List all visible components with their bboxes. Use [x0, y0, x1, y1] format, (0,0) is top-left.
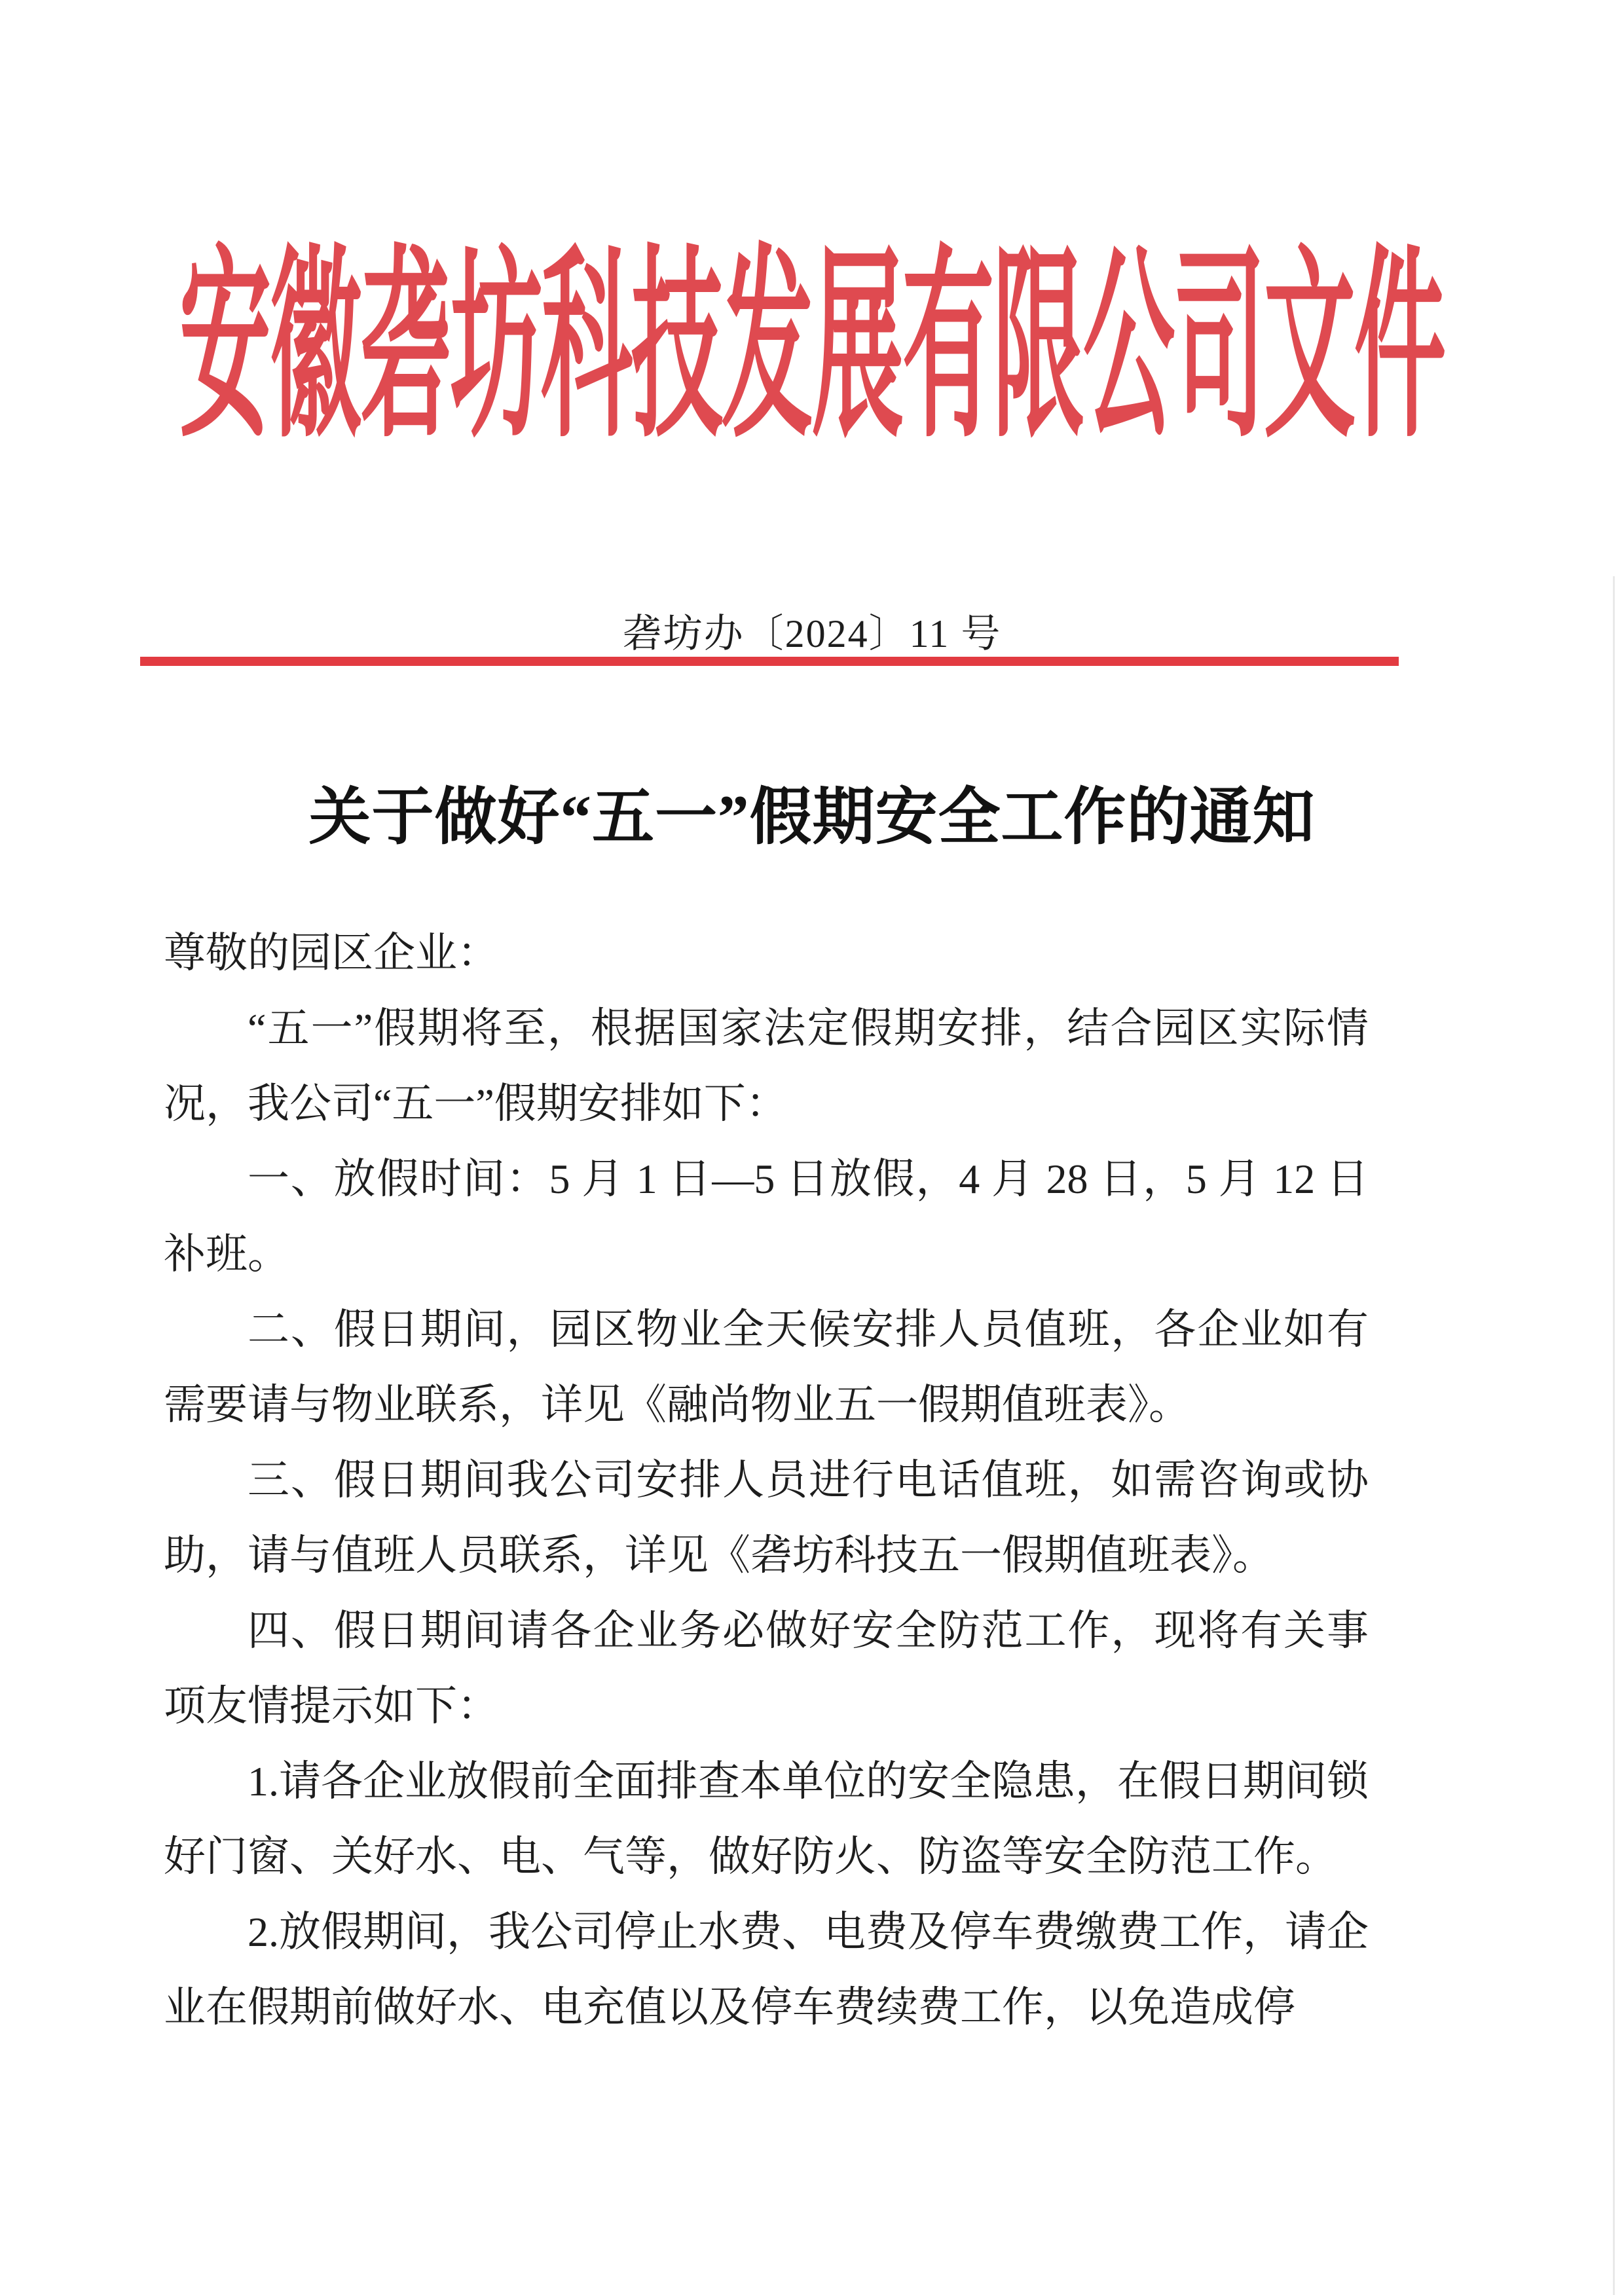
- body-paragraph: 三、假日期间我公司安排人员进行电话值班，如需咨询或协助，请与值班人员联系，详见《砻坊科技五一假期值班表》。: [164, 1457, 1369, 1579]
- scan-edge-artifact: [1613, 576, 1615, 2295]
- document-title: 关于做好“五一”假期安全工作的通知: [308, 782, 1316, 852]
- body-paragraph: “五一”假期将至，根据国家法定假期安排，结合园区实际情况，我公司“五一”假期安排如下：: [164, 1005, 1369, 1127]
- body-paragraph: 四、假日期间请各企业务必做好安全防范工作，现将有关事项友情提示如下：: [164, 1607, 1369, 1729]
- body-paragraph: 1.请各企业放假前全面排查本单位的安全隐患，在假日期间锁好门窗、关好水、电、气等，做好防火、防盗等安全防范工作。: [164, 1758, 1369, 1880]
- body-paragraph: 二、假日期间，园区物业全天候安排人员值班，各企业如有需要请与物业联系，详见《融尚物业五一假期值班表》。: [164, 1306, 1369, 1428]
- body-paragraph: 一、放假时间：5 月 1 日—5 日放假，4 月 28 日，5 月 12 日补班。: [164, 1156, 1369, 1277]
- document-number: 砻坊办〔2024〕11 号: [622, 612, 1002, 655]
- body-paragraph: 2.放假期间，我公司停止水费、电费及停车费缴费工作，请企业在假期前做好水、电充值以及停车费续费工作，以免造成停: [164, 1909, 1369, 2030]
- document-body: [164, 915, 1369, 2045]
- letterhead-org-title: 安徽砻坊科技发展有限公司文件: [179, 235, 1445, 463]
- red-divider-line: [140, 657, 1399, 666]
- body-paragraph-salutation: 尊敬的园区企业：: [164, 930, 499, 976]
